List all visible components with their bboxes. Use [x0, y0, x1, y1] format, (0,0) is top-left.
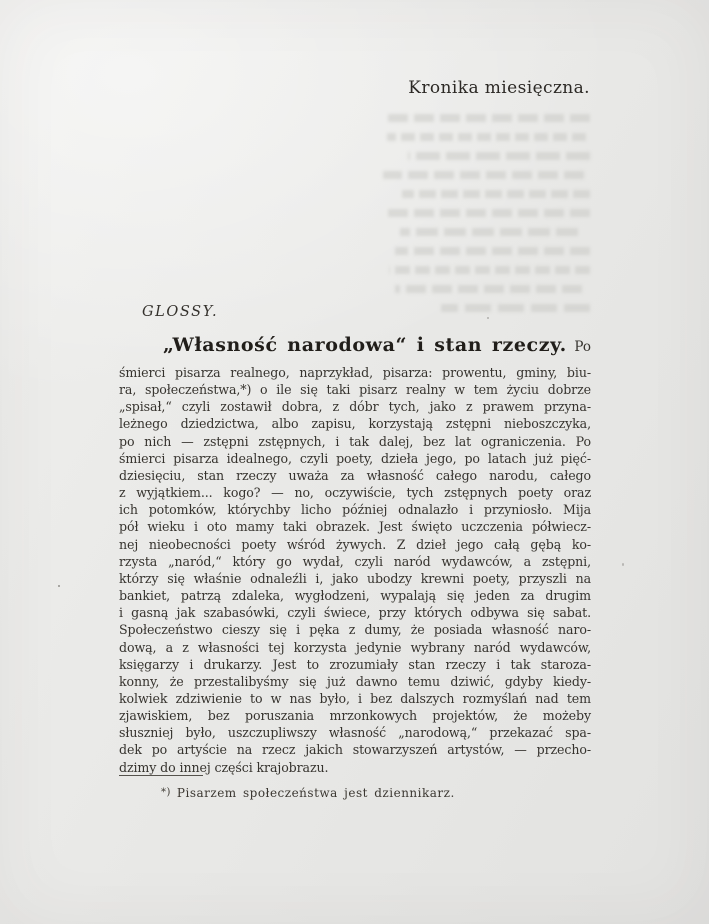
text-line: ra, społeczeństwa,*) o ile się taki pisarz realny w tem życiu dobrze [119, 382, 591, 398]
text-line: dek po artyście na rzecz jakich stowarzyszeń artystów, — przecho- [119, 742, 591, 758]
footnote-text: Pisarzem społeczeństwa jest dziennikarz. [176, 786, 455, 800]
ghost-line [383, 171, 584, 179]
text-line: dziesięciu, stan rzeczy uważa za własność całego narodu, całego [119, 467, 591, 483]
text-line: nej nieobecności poety wśród żywych. Z dzieł jego całą gębą ko- [119, 536, 591, 552]
article [119, 331, 591, 776]
text-line: „spisał,“ czyli zostawił dobra, z dóbr tych, jako z prawem przyna- [119, 399, 591, 415]
ghost-line [395, 285, 581, 293]
ghost-line [402, 190, 590, 198]
text-line: ich potomków, którychby licho później odnalazło i przyniosło. Mija [119, 502, 591, 518]
text-line: leżnego dziedzictwa, albo zapisu, korzystają zstępni nieboszczyka, [119, 416, 591, 432]
text-line: pół wieku i oto mamy taki obrazek. Jest święto uczczenia półwiecz- [119, 519, 591, 535]
text-line-last: dzimy do innej części krajobrazu. [119, 759, 329, 775]
text-line: bankiet, patrzą zdaleka, wygłodzeni, wypalają się jeden za drugim [119, 588, 591, 604]
article-heading: „Własność narodowa“ i stan rzeczy. [163, 334, 567, 356]
text-line: zjawiskiem, bez poruszania mrzonkowych projektów, że możeby [119, 708, 591, 724]
text-line: konny, że przestalibyśmy się już dawno temu dziwić, gdyby kiedy- [119, 673, 591, 689]
text-line: dową, a z własności tej korzysta jedynie wybrany naród wydawców, [119, 639, 591, 655]
running-head: Kronika miesięczna. [408, 78, 590, 98]
ghost-text-bleedthrough [383, 114, 590, 328]
ghost-line [383, 114, 590, 122]
ghost-line [395, 247, 590, 255]
footnote-divider [119, 775, 203, 776]
ghost-line [408, 152, 590, 160]
text-line: kolwiek zdziwienie to w nas było, i bez dalszych rozmyślań nad tem [119, 690, 591, 706]
article-body [119, 364, 591, 759]
ghost-line [389, 266, 590, 274]
ghost-line [400, 228, 578, 236]
text-line: słuszniej było, uszczupliwszy własność „narodową,“ przekazać spa- [119, 725, 591, 741]
footnote [161, 786, 455, 800]
ghost-line [441, 304, 590, 312]
scan-speck [487, 317, 489, 319]
ghost-line [387, 133, 586, 141]
text-line: rzysta „naród,“ który go wydał, czyli naród wydawców, a zstępni, [119, 553, 591, 569]
text-line: śmierci pisarza idealnego, czyli poety, dzieła jego, po latach już pięć- [119, 450, 591, 466]
footnote-marker: *) [161, 787, 171, 798]
text-line: z wyjątkiem... kogo? — no, oczywiście, tych zstępnych poety oraz [119, 485, 591, 501]
text-line: księgarzy i drukarzy. Jest to zrozumiały stan rzeczy i tak staroza- [119, 656, 591, 672]
text-line: i gasną jak szabasówki, czyli świece, przy których odbywa się sabat. [119, 605, 591, 621]
text-line: po nich — zstępni zstępnych, i tak dalej, bez lat ograniczenia. Po [119, 433, 591, 449]
ghost-line [387, 209, 590, 217]
article-heading-line [119, 331, 591, 361]
scan-speck [58, 585, 60, 587]
scan-speck [622, 563, 624, 566]
text-line: Społeczeństwo cieszy się i pęka z dumy, że posiada własność naro- [119, 622, 591, 638]
section-label: GLOSSY. [142, 304, 219, 320]
text-line: którzy się właśnie odnaleźli i, jako ubodzy krewni poety, przyszli na [119, 570, 591, 586]
article-heading-tail: Po [574, 339, 591, 355]
text-line: śmierci pisarza realnego, naprzykład, pisarza: prowentu, gminy, biu- [119, 365, 591, 380]
